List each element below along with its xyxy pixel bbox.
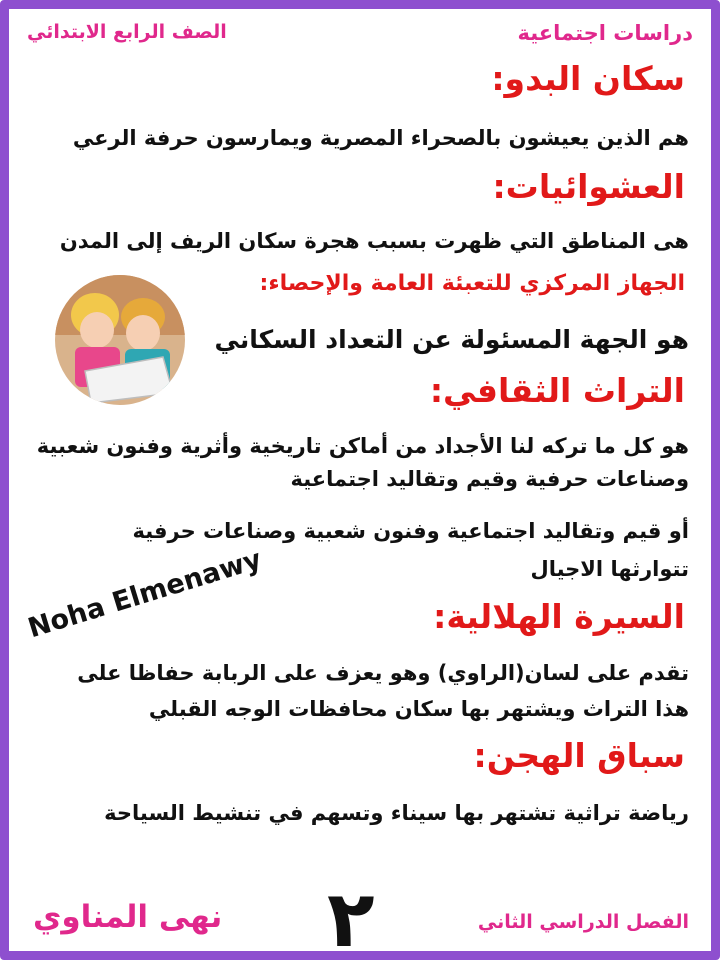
- camel-race-definition: رياضة تراثية تشتهر بها سيناء وتسهم في تنشيط السياحة: [104, 801, 689, 825]
- heritage-line-4: تتوارثها الاجيال: [530, 557, 689, 581]
- bedouins-title: سكان البدو:: [491, 59, 685, 98]
- heritage-line-2: وصناعات حرفية وقيم وتقاليد اجتماعية: [290, 467, 689, 491]
- children-laptop-photo: [55, 275, 185, 405]
- grade-header: الصف الرابع الابتدائي: [27, 21, 227, 43]
- subject-header: دراسات اجتماعية: [517, 21, 693, 45]
- heritage-title: التراث الثقافي:: [429, 371, 685, 410]
- capmas-title: الجهاز المركزي للتعبئة العامة والإحصاء:: [259, 271, 685, 296]
- camel-race-title: سباق الهجن:: [473, 736, 685, 775]
- slums-definition: هى المناطق التي ظهرت بسبب هجرة سكان الريف إلى المدن: [59, 229, 689, 253]
- heritage-line-3: أو قيم وتقاليد اجتماعية وفنون شعبية وصناعات حرفية: [132, 519, 689, 543]
- capmas-definition: هو الجهة المسئولة عن التعداد السكاني: [214, 325, 689, 354]
- term-label: الفصل الدراسي الثاني: [477, 911, 689, 933]
- author-name: نهى المناوي: [33, 899, 223, 935]
- slums-title: العشوائيات:: [492, 167, 685, 206]
- children-laptop-photo-icon: [55, 275, 185, 405]
- hilali-line-1: تقدم على لسان(الراوي) وهو يعزف على الربابة حفاظا على: [77, 661, 689, 685]
- bedouins-definition: هم الذين يعيشون بالصحراء المصرية ويمارسون حرفة الرعي: [72, 126, 689, 150]
- hilali-line-2: هذا التراث ويشتهر بها سكان محافظات الوجه القبلي: [148, 697, 689, 721]
- author-watermark: Noha Elmenawy: [24, 543, 266, 645]
- heritage-line-1: هو كل ما تركه لنا الأجداد من أماكن تاريخية وأثرية وفنون شعبية: [36, 434, 689, 458]
- hilali-title: السيرة الهلالية:: [433, 597, 685, 636]
- page-number: ٢: [327, 875, 375, 960]
